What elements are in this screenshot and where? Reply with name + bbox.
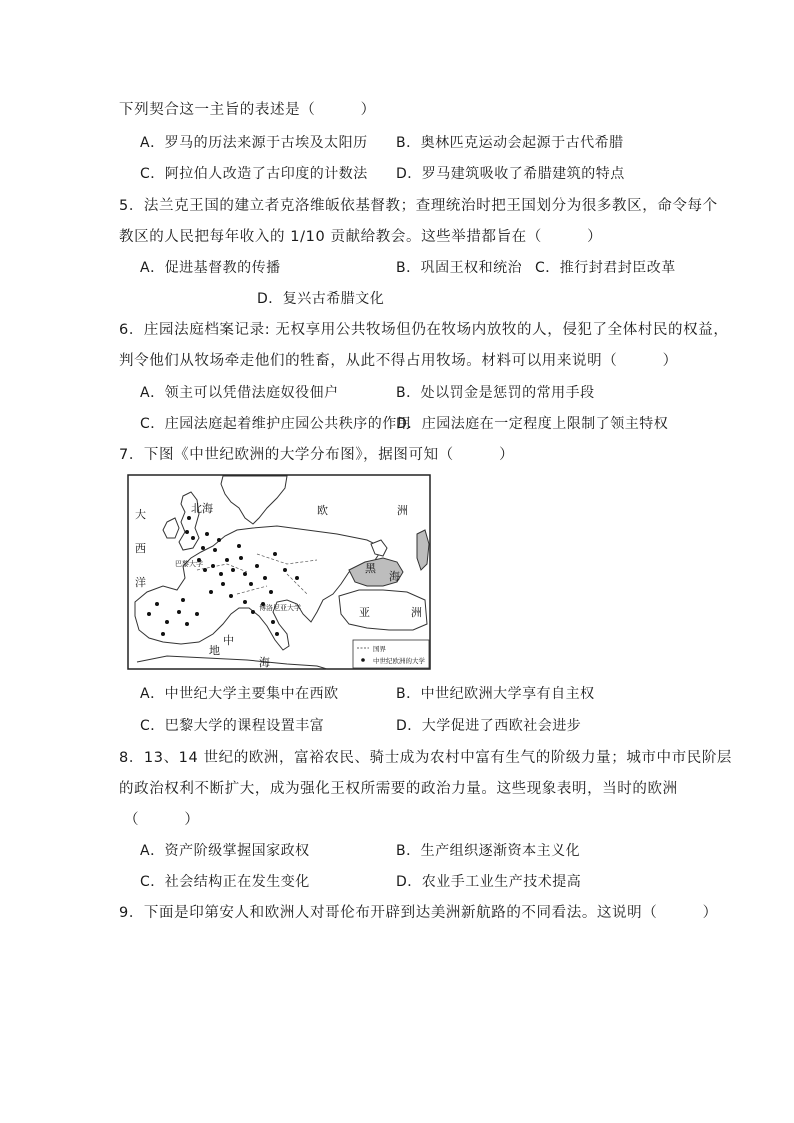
q4-option-b: B．奥林匹克运动会起源于古代希腊 bbox=[396, 135, 624, 151]
q8-stem-line3: （ ） bbox=[124, 812, 200, 828]
q4-option-a: A．罗马的历法来源于古埃及太阳历 bbox=[140, 135, 368, 151]
q5-option-a: A．促进基督教的传播 bbox=[140, 260, 281, 276]
intro-line: 下列契合这一主旨的表述是（ ） bbox=[119, 102, 376, 118]
q8-stem-line1: 8．13、14 世纪的欧洲，富裕农民、骑士成为农村中富有生气的阶级力量；城市中市民阶层 bbox=[119, 750, 733, 766]
q8-option-c: C．社会结构正在发生变化 bbox=[140, 874, 310, 890]
q6-option-c: C．庄园法庭起着维护庄园公共秩序的作用 bbox=[140, 416, 412, 432]
caspian-edge bbox=[417, 530, 429, 570]
label-paris-university: 巴黎大学 bbox=[175, 560, 203, 568]
label-atlantic-1: 大 bbox=[135, 508, 146, 521]
q5-stem-line1: 5．法兰克王国的建立者克洛维皈依基督教；查理统治时把王国划分为很多教区，命令每个 bbox=[119, 198, 718, 214]
q9-stem: 9．下面是印第安人和欧洲人对哥伦布开辟到达美洲新航路的不同看法。这说明（ ） bbox=[119, 905, 718, 921]
legend-border: 国界 bbox=[373, 645, 386, 653]
label-asia-2: 洲 bbox=[411, 606, 422, 619]
q5-stem-line2: 教区的人民把每年收入的 1/10 贡献给教会。这些举措都旨在（ ） bbox=[119, 229, 603, 245]
q6-option-a: A．领主可以凭借法庭奴役佃户 bbox=[140, 385, 339, 401]
q7-option-b: B．中世纪欧洲大学享有自主权 bbox=[396, 686, 595, 702]
label-north-sea: 北海 bbox=[191, 502, 213, 515]
medieval-universities-map bbox=[127, 474, 431, 670]
q7-stem: 7．下图《中世纪欧洲的大学分布图》，据图可知（ ） bbox=[119, 447, 515, 463]
map-legend bbox=[353, 640, 429, 668]
label-med-3: 海 bbox=[259, 656, 270, 669]
q8-stem-line2: 的政治权利不断扩大，成为强化王权所需要的政治力量。这些现象表明，当时的欧洲 bbox=[119, 781, 678, 797]
label-asia-1: 亚 bbox=[359, 606, 370, 619]
label-atlantic-2: 西 bbox=[135, 542, 146, 555]
q4-option-c: C．阿拉伯人改造了古印度的计数法 bbox=[140, 166, 368, 182]
label-black-2: 海 bbox=[389, 570, 400, 583]
legend-university: 中世纪欧洲的大学 bbox=[373, 657, 425, 665]
q6-stem-line2: 判令他们从牧场牵走他们的牲畜，从此不得占用牧场。材料可以用来说明（ ） bbox=[119, 353, 678, 369]
label-europe-2: 洲 bbox=[397, 504, 408, 517]
q5-option-c: C．推行封君封臣改革 bbox=[535, 260, 676, 276]
label-black-1: 黑 bbox=[365, 562, 376, 575]
label-atlantic-3: 洋 bbox=[135, 576, 146, 589]
q6-option-b: B．处以罚金是惩罚的常用手段 bbox=[396, 385, 595, 401]
q8-option-d: D．农业手工业生产技术提高 bbox=[396, 874, 582, 890]
q4-option-d: D．罗马建筑吸收了希腊建筑的特点 bbox=[396, 166, 625, 182]
label-med-1: 地 bbox=[209, 644, 220, 657]
q8-option-b: B．生产组织逐渐资本主义化 bbox=[396, 843, 581, 859]
q5-option-b: B．巩固王权和统治 bbox=[396, 260, 523, 276]
label-europe-1: 欧 bbox=[317, 504, 328, 517]
q7-option-c: C．巴黎大学的课程设置丰富 bbox=[140, 718, 325, 734]
q6-option-d: D．庄园法庭在一定程度上限制了领主特权 bbox=[396, 416, 669, 432]
q8-option-a: A．资产阶级掌握国家政权 bbox=[140, 843, 310, 859]
q6-stem-line1: 6．庄园法庭档案记录: 无权享用公共牧场但仍在牧场内放牧的人，侵犯了全体村民的权益， bbox=[119, 322, 729, 338]
label-bologna-university: 博洛尼亚大学 bbox=[259, 604, 301, 612]
britain-landmass bbox=[179, 492, 199, 550]
q5-option-d: D．复兴古希腊文化 bbox=[257, 291, 385, 307]
q7-option-a: A．中世纪大学主要集中在西欧 bbox=[140, 686, 339, 702]
label-med-2: 中 bbox=[223, 634, 234, 647]
q7-option-d: D．大学促进了西欧社会进步 bbox=[396, 718, 582, 734]
